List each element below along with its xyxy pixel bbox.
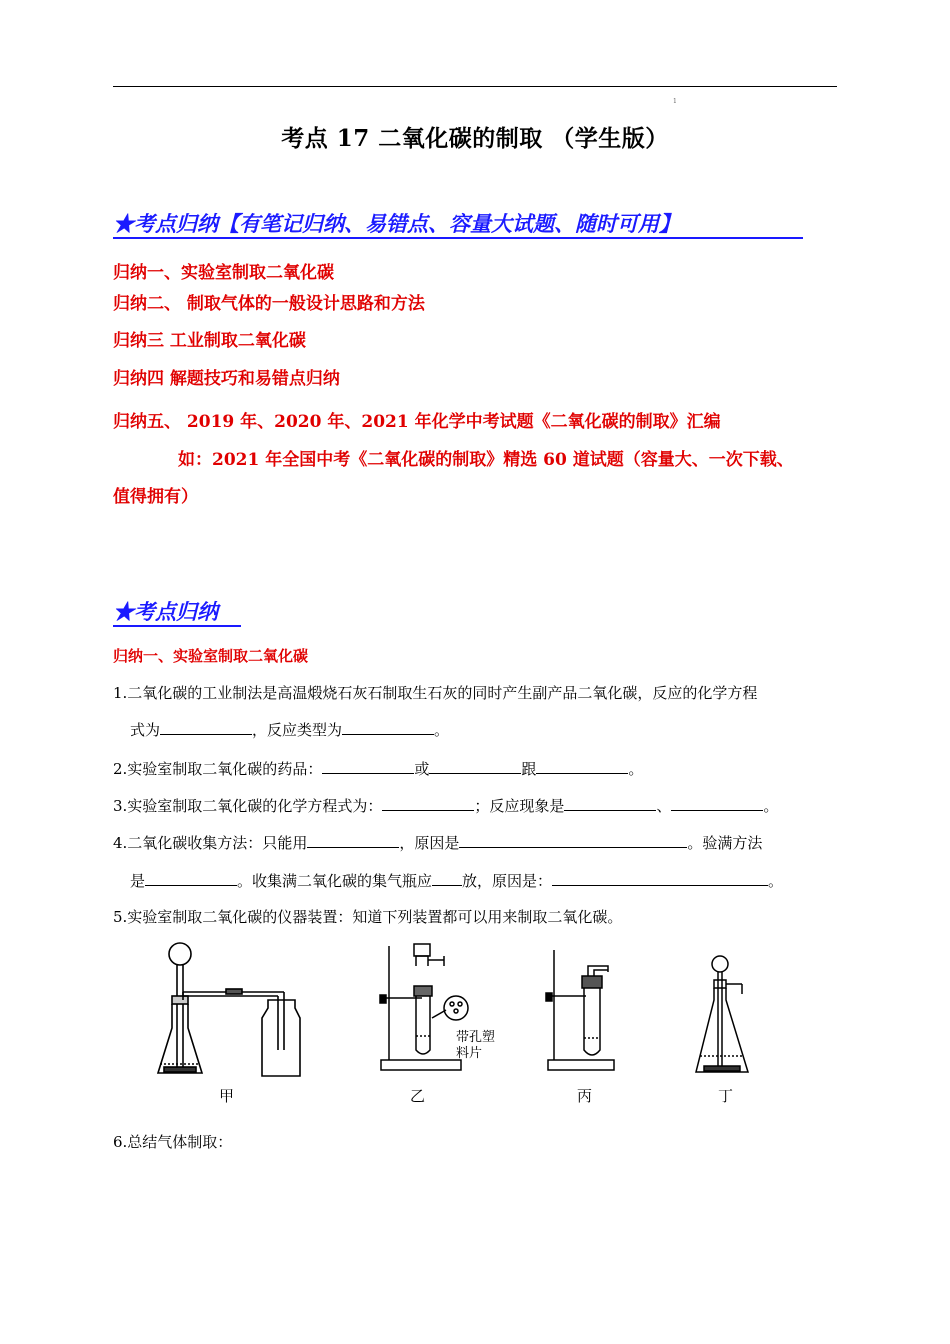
banner: ★考点归纳【有笔记归纳、易错点、容量大试题、随时可用】 [113, 211, 680, 236]
figure-label-jia: 甲 [219, 1087, 235, 1105]
annotation-text-1: 带孔塑 [456, 1030, 496, 1045]
section-underline [113, 625, 241, 627]
answer-blank[interactable] [536, 759, 628, 774]
note-line-1: 如：2021 年全国中考《二氧化碳的制取》精选 60 道试题（容量大、一次下载、 [178, 450, 794, 470]
answer-blank[interactable] [145, 871, 237, 886]
figure-label-bing: 丙 [577, 1087, 593, 1105]
figure-label-ding: 丁 [718, 1087, 734, 1105]
answer-blank[interactable] [307, 833, 399, 848]
annotation-text-2: 料片 [456, 1046, 483, 1061]
page-title: 考点 17 二氧化碳的制取 （学生版） [281, 125, 669, 152]
banner-underline [113, 237, 803, 239]
header-rule [113, 86, 837, 87]
answer-blank[interactable] [552, 871, 768, 886]
apparatus-bing-figure [540, 938, 630, 1078]
apparatus-jia-figure [150, 938, 310, 1083]
answer-blank[interactable] [429, 759, 521, 774]
question-1-line-1: 1.二氧化碳的工业制法是高温煅烧石灰石制取生石灰的同时产生副产品二氧化碳，反应的化学方程 [113, 684, 758, 702]
outline-item-3: 归纳三 工业制取二氧化碳 [113, 331, 306, 351]
outline-item-1: 归纳一、实验室制取二氧化碳 [113, 263, 334, 283]
outline-item-5: 归纳五、 2019 年、2020 年、2021 年化学中考试题《二氧化碳的制取》汇编 [113, 412, 721, 432]
header-tick: 1 [673, 98, 677, 105]
note-line-2: 值得拥有） [113, 487, 198, 507]
apparatus-ding-figure [690, 938, 760, 1078]
outline-item-4: 归纳四 解题技巧和易错点归纳 [113, 369, 340, 389]
answer-blank[interactable] [160, 720, 252, 735]
apparatus-yi-figure [376, 938, 506, 1078]
figure-label-yi: 乙 [410, 1087, 426, 1105]
question-4-line-2: 是 。收集满二氧化碳的集气瓶应 放，原因是： 。 [130, 872, 784, 890]
section-title: ★考点归纳 [113, 599, 218, 624]
question-6: 6.总结气体制取： [113, 1133, 233, 1151]
question-2: 2.实验室制取二氧化碳的药品： 或 跟 。 [113, 760, 644, 778]
question-3: 3.实验室制取二氧化碳的化学方程式为： ；反应现象是 、 。 [113, 797, 779, 815]
question-5: 5.实验室制取二氧化碳的仪器装置：知道下列装置都可以用来制取二氧化碳。 [113, 908, 623, 926]
answer-blank[interactable] [671, 796, 763, 811]
answer-blank[interactable] [322, 759, 414, 774]
answer-blank[interactable] [382, 796, 474, 811]
sub-title: 归纳一、实验室制取二氧化碳 [113, 647, 309, 665]
answer-blank[interactable] [342, 720, 434, 735]
answer-blank[interactable] [459, 833, 687, 848]
outline-item-2: 归纳二、 制取气体的一般设计思路和方法 [113, 294, 425, 314]
question-4-line-1: 4.二氧化碳收集方法：只能用 ，原因是 。验满方法 [113, 834, 763, 852]
answer-blank[interactable] [432, 871, 462, 886]
question-1-line-2: 式为 ，反应类型为 。 [130, 721, 450, 739]
answer-blank[interactable] [564, 796, 656, 811]
